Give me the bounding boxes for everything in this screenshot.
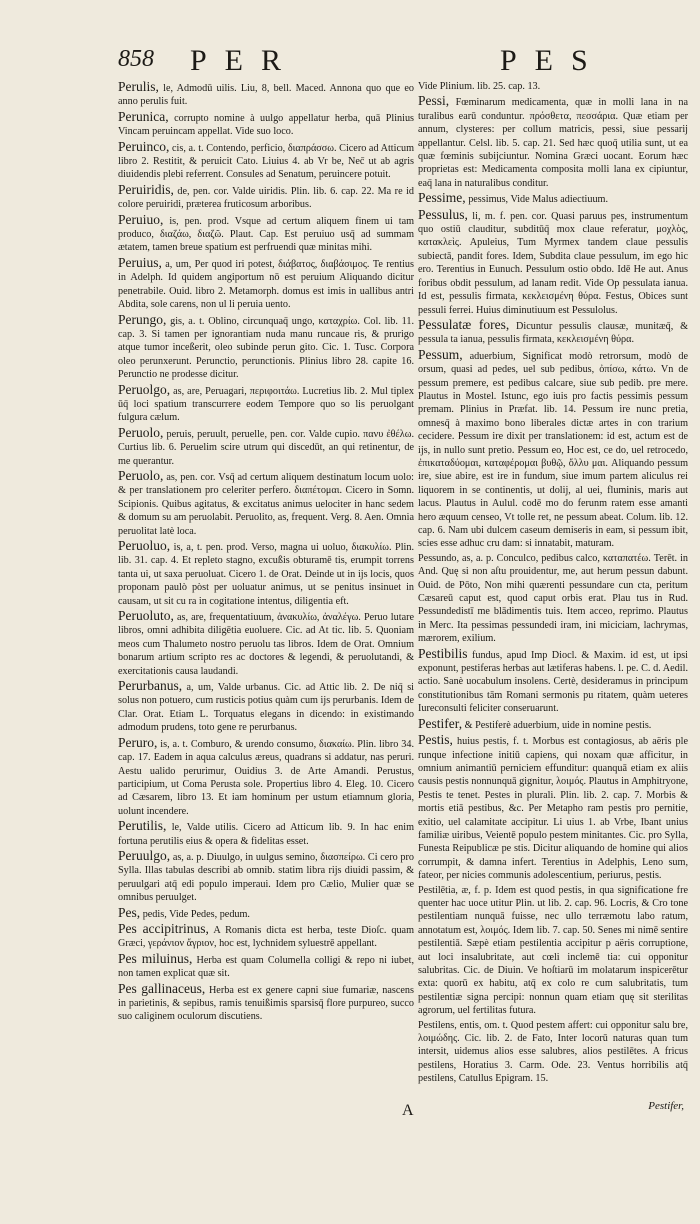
entry-headword: Pes accipitrinus, (118, 920, 209, 936)
entry-text: pedis, Vide Pedes, pedum. (142, 908, 250, 920)
entry-headword: Peruulgo, (118, 847, 171, 863)
entry-text: de, pen. cor. Valde uiridis. Plin. lib. 6. cap. 22. Ma re id colore peruiridi, præterea fruticosum arboribus. (118, 185, 414, 211)
dictionary-entry (118, 539, 414, 608)
dictionary-entry (118, 982, 414, 1024)
entry-text: cis, a. t. Contendo, perficio, διαπράσσω. Cicero ad Atticum libro 2. Restitit, & peruicit Cato. Liuius 4. ab Vr be, Nec̄ ut ab agris diuidendis plebi referrent. Consules ad Senatum, peruincere potuit. (118, 142, 414, 181)
dictionary-entry (118, 952, 414, 981)
dictionary-entry (118, 110, 414, 139)
entry-text: as, are, frequentatiuum, ἀνακυλίω, ἀναλέγω. Peruo lutare libros, omni adhibita diligētia euoluere. Cic. ad At tic. lib. 5. Quoniam meos cum Thalumeto nostro peruolu tas libros. Idem de Orat. Omnium bonarum artium scripto res ac doctores & legendi, & peruolutandi, & exercitationis causa laudandi. (118, 612, 414, 677)
dictionary-entry (118, 383, 414, 425)
entry-headword: Peruoluto, (118, 608, 174, 624)
entry-headword: Peruolgo, (118, 381, 171, 397)
entry-text: aduerbium, Significat modò retrorsum, modò de orsum, quasi ad pedes, uel sub pedibus, ὀπίσω, κάτω. Vn de pessum premere, est pedibus calcare, siue sub pedib. pre mere. Plautus in Mostel. Istunc, ego iuis pro factis pessimis pessum premam. Plinius in Præfat. lib. 14. Pessum ire nunc pretia, omnesq̄ à maximo bono liberales dictæ artes in con trarium cecidere. Pessum ire dixit per translationem: id est, actum est de ijs, in nullo sunt pretio. Pessum eo, Hoc est, ce do, uel retrocedo, ἐπικαταδύομαι, καταφέρομαι βυθῷ, ὄλλυ μαι. Aliquando pessum ire, siue abire, est ire in fundum, siue imum partem aliculus rei liquorem in se continentis, ut dolij, al uei, fluminis, maris aut lacus. Plautus in Aulul. codē mo do ferunm ratem esse amanti hero æquum censeo, Vt tolle ret, ne pessum abeat. Colum. lib. 12. cap. 6. Nam ubi dulcem caseum demiseris in eam, si pessum ibit, scies esse adhuc cru dam: si innatabit, maturam. (418, 350, 688, 550)
entry-text: li, m. f. pen. cor. Quasi paruus pes, instrumentum quo ostiū clauditur, subditūq̄ mox claue referatur, μοχλὸς, κατακλεὶς. Apuleius, Tum Myrmex tandem claue pessulis subiectā, pandit fores. Idem, Subdita claue pessulum, im ego hic ero. Terentius in Eunuch. Pessulum ostio obdo. Idē He aut. Anus foribus obdit pessulum, ad lanam redit. Vide Op pessulata ianua. Id est, pessulis firmata, κεκλεισμένη θύρα. Festus, Obices sunt pessuli ferrei. Huius diminutiuum est Pessulolus. (418, 210, 688, 316)
entry-headword: Peruolo, (118, 424, 164, 440)
entry-headword: Perungo, (118, 311, 167, 327)
entry-headword: Peruinco, (118, 138, 170, 154)
dictionary-entry (118, 819, 414, 848)
entry-text: as, a. p. Diuulgo, in uulgus semino, διασπείρω. Ci cero pro Sylla. Illas tabulas describi ab omnib. statim libra rijs diuidi passim, & peruulgari atq̄ edi populo imperaui. Idem pro Cælio, Mulier quæ se omnibus peruulget. (118, 851, 414, 904)
entry-headword: Peruius, (118, 254, 162, 270)
entry-text: pessimus, Vide Malus adiectiuum. (468, 194, 609, 206)
entry-headword: Pessulus, (418, 206, 468, 222)
entry-headword: Peruiridis, (118, 181, 174, 197)
entry-headword: Pessi, (418, 93, 450, 109)
dictionary-entry (418, 647, 688, 716)
running-head-right: PES (500, 44, 606, 77)
dictionary-entry (118, 849, 414, 905)
entry-text: Pestilētia, æ, f. p. Idem est quod pestis, in qua significatione fre quenter hac uoce utitur Plin. ut lib. 2. cap. 96. Locris, & Cro tone pestilentiam nunquā fuisse, nec ullo terræmotu labo ratum, annotatum est, λοιμός. Idem lib. 7. cap. 50. Senes mi nimē sentire pestilentiā. Sæpè etiam pestilentia accipitur p aëris corruptione, aut loci insalubritate, aut cœli inclemē tia: cui opponitur salubritas. Cic. de Diuin. Ve hoſtiarū im molatarum inspicerētur exta: quorū ex habitu, atq̄ ex colo re cum salubritatis, tum pestilentiæ signa percipi: nonnun quam etiam quę sit sterilitas agrorum, uel fertilitas futura. (418, 884, 688, 1017)
dictionary-entry (418, 318, 688, 347)
entry-headword: Pestis, (418, 732, 453, 748)
entry-text: Herba est ex genere capni siue fumariæ, nascens in parietinis, & sepibus, ramis tenuißimis sparsisq̄ flore purpureo, succo suo caliginem oculorum discutiens. (118, 984, 414, 1023)
dictionary-entry (118, 679, 414, 735)
entry-text: Fœminarum medicamenta, quæ in molli lana in na turalibus earū conduntur. πρόσθετα, πεσσάρια. Quæ etiam per annum, clysteres: per collum matricis, pessi, siue pessarij appellantur. Celsl. lib. 5. cap. 21. Sed hæc quoq̄ utilia sunt, ut ea quæ fœminis subijciuntur. Nomina Græci uocant. Eorum hæc proprietas est: Medicamenta composita molli lana ex cipiuntur, eaq̄ lana in naturalibus conditur. (418, 97, 688, 189)
dictionary-entry (418, 208, 688, 317)
entry-headword: Perutilis, (118, 818, 167, 834)
dictionary-entry (418, 191, 688, 206)
entry-headword: Pes, (118, 904, 141, 920)
right-column (418, 80, 688, 1110)
entry-headword: Pes miluinus, (118, 950, 193, 966)
entry-text: is, a. t. Comburo, & urendo consumo, διακαίω. Plin. libro 34. cap. 17. Eadem in aqua calculus æreus, quadrans si addatur, nas peruri. Aestu ualido perurimur, Ouidius 3. de Arte Amandi. Perustus, participium, ut Coma Perusta sole. Propertius libro 4. Eleg. 10. Cicero ad Cæsarem, libro 13. Et iam hominum per ustum etiamnum gloria, uolunt incendere. (118, 738, 414, 817)
dictionary-entry (418, 717, 688, 732)
dictionary-entry (118, 80, 414, 109)
entry-headword: Pessulatæ fores, (418, 316, 510, 332)
dictionary-entry (118, 922, 414, 951)
dictionary-entry (418, 1019, 688, 1086)
entry-headword: Pessime, (418, 190, 466, 206)
dictionary-entry (118, 609, 414, 678)
page-header (0, 46, 700, 82)
dictionary-entry (118, 906, 414, 921)
entry-text: corrupto nomine à uulgo appellatur herba, quā Plinius Vincam peruincam appellat. Vide suo loco. (118, 112, 414, 138)
dictionary-entry (418, 94, 688, 190)
entry-text: Pestilens, entis, om. t. Quod pestem affert: cui opponitur salu bre, λοιμώδης. Cic. lib. 2. de Fato, Inter locorū naturas quan tum intersit, uidemus alios esse salubres, alios pestilētes. A fricus pestilens, Horatius 3. Carm. Ode. 23. Ventus horribilis atq̄ pestilens, Catullus Epigram. 15. (418, 1019, 688, 1085)
entry-headword: Perunica, (118, 108, 169, 124)
entry-text: a, um, Per quod iri potest, διάβατος, διαβάσιμος. Te rentius in Adelph. Id quidem angiportum nō est peruium Aliquando dicitur penetrabile. Ouid. libro 2. Metamorph. domus est imis in uallibus antri Abdita, sole carens, non ul li peruia uento. (118, 258, 414, 311)
entry-headword: Peruoluo, (118, 538, 171, 553)
catchword: Pestifer, (648, 1100, 684, 1112)
entry-text: is, pen. prod. Vsque ad certum aliquem finem ui tam produco, διαζάω, διαζῶ. Plaut. Cap. Est peruiuo usq̄ ad summam ætatem, tamen breue spatium est perfruendi quæ minitas mihi. (118, 215, 414, 254)
page-number: 858 (118, 46, 154, 72)
entry-headword: Perurbanus, (118, 678, 183, 694)
entry-headword: Peruiuo, (118, 211, 164, 227)
entry-text: le, Admodū uilis. Liu, 8, bell. Maced. Annona quo que eo anno perulis fuit. (118, 83, 414, 108)
entry-headword: Perulis, (118, 80, 159, 94)
dictionary-entry (418, 884, 688, 1018)
entry-text: Dicuntur pessulis clausæ, munitæq̄, & pessula ta ianua, pessulis firmata, κεκλεισμένη θύρα. (418, 320, 688, 346)
dictionary-entry (118, 213, 414, 255)
dictionary-entry (118, 469, 414, 538)
dictionary-entry (418, 552, 688, 646)
entry-text: Vide Plinium. lib. 25. cap. 13. (418, 81, 541, 92)
dictionary-entry (118, 426, 414, 468)
entry-text: is, a, t. pen. prod. Verso, magna ui uoluo, διακυλίω. Plin. lib. 31. cap. 4. Et repleto stagno, excußis obturamē tis, erumpit torrens tanta ui, ut saxa peruoluat. Cicero 1. de Orat. Deinde ut in ijs locis, quos proponam paulò pòst per uoluatur animus, ut se penitus insinuet in causam, ut sit cu ra in cogitatione intentus, diligentia eft. (118, 542, 414, 607)
entry-text: Herba est quam Columella colligi & repo ni iubet, non tamen explicat quæ sit. (118, 954, 414, 980)
left-column (118, 80, 414, 1110)
entry-text: le, Valde utilis. Cicero ad Atticum lib. 9. In hac enim fortuna perutilis eius & opera & fidelitas esset. (118, 822, 414, 847)
entry-headword: Peruro, (118, 734, 158, 750)
entry-text: A Romanis dicta est herba, teste Dioſc. quam Græci, γεράνιον ἄγριον, hoc est, lychnidem syluestrē appellant. (118, 924, 414, 950)
dictionary-entry (118, 140, 414, 182)
dictionary-entry (118, 736, 414, 818)
entry-text: huius pestis, f. t. Morbus est contagiosus, ab aëris ple runque infectione initiū capiens, qui noxam quæ afficitur, in omnium animantiū perniciem effunditur: quanquā etiam ex aliis causis pestis nonnunquā gignitur, λοιμός. Plautus in Amphitryone, Pestis te tenet. Pestes in plurali. Plin. lib. 2. cap. 7. Morbis & mortis etiā pestibus, &c. Per Metapho ram pestis pro pernitie, exitio, uel calamitate accipitur. Li uius 1. ab Vrbe, Ibant unius familiæ uiribus, Veientē populo pestem minitantes. Cic. pro Sylla, Funesta Reipublicæ pe stis. Dicitur aliquando de homine qui alios corrumpit, & damna infert. Terentius in Adelphis, Leno sum, fateor, per nicies communis adolescentium, periurus, pestis. (418, 736, 688, 882)
entry-headword: Pestifer, (418, 715, 463, 731)
entry-headword: Pestibilis (418, 645, 468, 661)
dictionary-entry (118, 313, 414, 382)
dictionary-entry (418, 733, 688, 882)
entry-text: as, are, Peruagari, περιφοιτάω. Lucretius lib. 2. Mul tiplex ūq̄ loci spatium transcurrere eodem Tempore quo so lis peruolgant fulgura cælum. (118, 385, 414, 424)
entry-text: peruis, peruult, peruelle, pen. cor. Valde cupio. πανυ ἐθέλω. Curtius lib. 6. Peruelim scire utrum qui discedūt, an qui retinentur, de me querantur. (118, 428, 414, 467)
entry-text: as, pen. cor. Vsq̄ ad certum aliquem destinatum locum uolo: & per translationem pro celeriter perfero. διαπέτομαι. Cicero in Somn. Scipionis. Quibus agitatus, & excitatus animus uelociter in hanc sedem & domum su am peruolabit. Peruolito, as, frequent. Verg. 8. Aen. Omnia peruolitat latè loca. (118, 471, 414, 537)
entry-text: gis, a. t. Oblino, circunquaq̄ ungo, καταχρίω. Col. lib. 11. cap. 3. Si tamen per ignorantiam nuda manu runcaue ris, & prurigo atque tumor inceßerit, oleo subinde perun gito. Cic. 1. Tusc. Corpora oleo perunxerunt. Perunctio, perunctionis. Plinius libro 28. capite 16. Perunctio ne prodesse dicitur. (118, 315, 414, 381)
dictionary-entry (418, 348, 688, 551)
entry-text: fundus, apud Imp Diocl. & Maxim. id est, ut ipsi exponunt, pestiferas herbas aut lætiferas habens. l. pe. C. d. Aedil. actio. Sanè uocabulum insolens. Certè, desideramus in principum constitutionibus tām Romani sermonis pu ritatem, quàm ueteres Iureconsulti feliciter conseruarunt. (418, 649, 688, 715)
entry-headword: Peruolo, (118, 467, 164, 483)
entry-text: Pessundo, as, a. p. Conculco, pedibus calco, καταπατέω. Terēt. in And. Quę si non aſtu prouidentur, me, aut herum pessun dabunt. Ouid. de Pōto, Non mihi quærenti pessundare cun cta, peritum Cæsareū caput est, quod caput orbis erat. Plau tus in Rud. Pessundedistī me blādimentis tuis. Item acceo, reprimo. Plautus in Merc. Ita pessimas pessundedi iram, ini miciciam, lachrymas, mærorem, exilium. (418, 552, 688, 645)
dictionary-entry (118, 183, 414, 212)
entry-headword: Pes gallinaceus, (118, 980, 206, 996)
entry-text: & Pestiferè aduerbium, uide in nomine pestis. (464, 719, 652, 731)
running-head-left: PER (190, 44, 300, 77)
dictionary-entry (118, 256, 414, 312)
dictionary-entry (418, 80, 688, 93)
entry-headword: Pessum, (418, 346, 463, 362)
signature-mark: A (402, 1102, 414, 1119)
entry-text: a, um, Valde urbanus. Cic. ad Attic lib. 2. De niq̄ si solus non potuero, cum rusticis potius quàm cum ijs perurbanis. Idem de Clar. Orat. Etiam L. Torquatus elegans in dicendo: in existimando admodum prudens, toto gene re perurbanus. (118, 682, 414, 734)
